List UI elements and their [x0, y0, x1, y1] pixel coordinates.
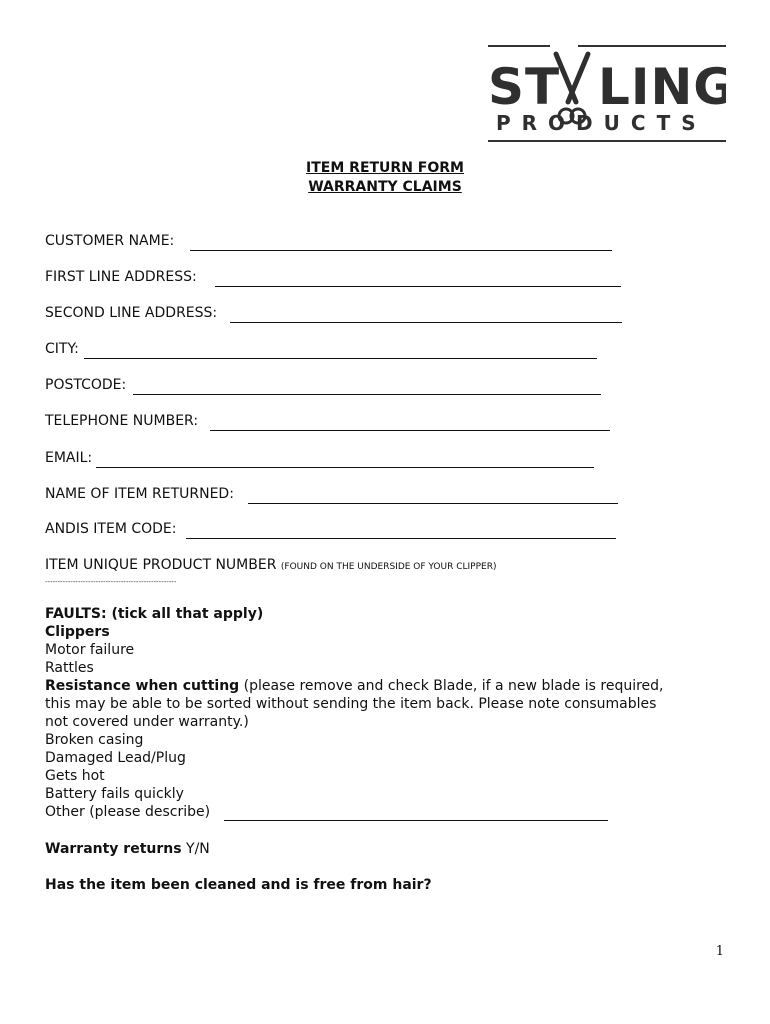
postcode-line[interactable] [133, 394, 601, 395]
item-name-line[interactable] [248, 503, 618, 504]
email-line[interactable] [96, 467, 594, 468]
resistance-note-line2: this may be able to be sorted without sending the item back. Please note consumables [45, 696, 657, 712]
item-name-label: NAME OF ITEM RETURNED: [45, 486, 234, 502]
first-line-address-line[interactable] [215, 286, 621, 287]
form-title: ITEM RETURN FORM [306, 160, 464, 176]
andis-code-label: ANDIS ITEM CODE: [45, 521, 177, 537]
fault-battery[interactable]: Battery fails quickly [45, 786, 184, 802]
resistance-note: (please remove and check Blade, if a new blade is required, [239, 678, 664, 694]
email-label: EMAIL: [45, 450, 93, 466]
fault-rattles[interactable]: Rattles [45, 660, 94, 676]
postcode-label: POSTCODE: [45, 377, 127, 393]
telephone-line[interactable] [210, 430, 610, 431]
city-line[interactable] [84, 358, 597, 359]
warranty-returns-options: Y/N [181, 841, 210, 857]
second-line-address-label: SECOND LINE ADDRESS: [45, 305, 218, 321]
styling-products-logo [488, 44, 726, 144]
second-line-address-line[interactable] [230, 322, 622, 323]
fault-damaged-lead[interactable]: Damaged Lead/Plug [45, 750, 186, 766]
customer-name-line[interactable] [190, 250, 612, 251]
fault-broken-casing[interactable]: Broken casing [45, 732, 144, 748]
clippers-heading: Clippers [45, 624, 110, 640]
fault-other[interactable]: Other (please describe) [45, 804, 211, 820]
fault-motor-failure[interactable]: Motor failure [45, 642, 135, 658]
unique-number-label [45, 557, 496, 573]
city-label: CITY: [45, 341, 79, 357]
svg-text:LING: LING [598, 58, 726, 116]
svg-text:PRODUCTS: PRODUCTS [496, 111, 707, 135]
unique-number-dashes: ---------------------------------------------------- [45, 578, 177, 586]
form-subtitle: WARRANTY CLAIMS [308, 179, 462, 195]
page-number: 1 [715, 944, 724, 959]
cleaned-question: Has the item been cleaned and is free from hair? [45, 877, 432, 893]
first-line-address-label: FIRST LINE ADDRESS: [45, 269, 197, 285]
unique-number-note: (FOUND ON THE UNDERSIDE OF YOUR CLIPPER) [280, 562, 497, 572]
warranty-returns-label: Warranty returns [45, 841, 182, 857]
fault-resistance[interactable] [45, 677, 664, 695]
customer-name-label: CUSTOMER NAME: [45, 233, 175, 249]
fault-gets-hot[interactable]: Gets hot [45, 768, 105, 784]
warranty-returns[interactable] [45, 840, 210, 858]
faults-heading: FAULTS: (tick all that apply) [45, 606, 264, 622]
andis-code-line[interactable] [186, 538, 616, 539]
telephone-label: TELEPHONE NUMBER: [45, 413, 199, 429]
svg-text:ST: ST [488, 58, 561, 116]
resistance-bold-label: Resistance when cutting [45, 678, 240, 694]
other-description-line[interactable] [224, 820, 608, 821]
resistance-note-line3: not covered under warranty.) [45, 714, 249, 730]
unique-number-text: ITEM UNIQUE PRODUCT NUMBER [45, 557, 277, 573]
